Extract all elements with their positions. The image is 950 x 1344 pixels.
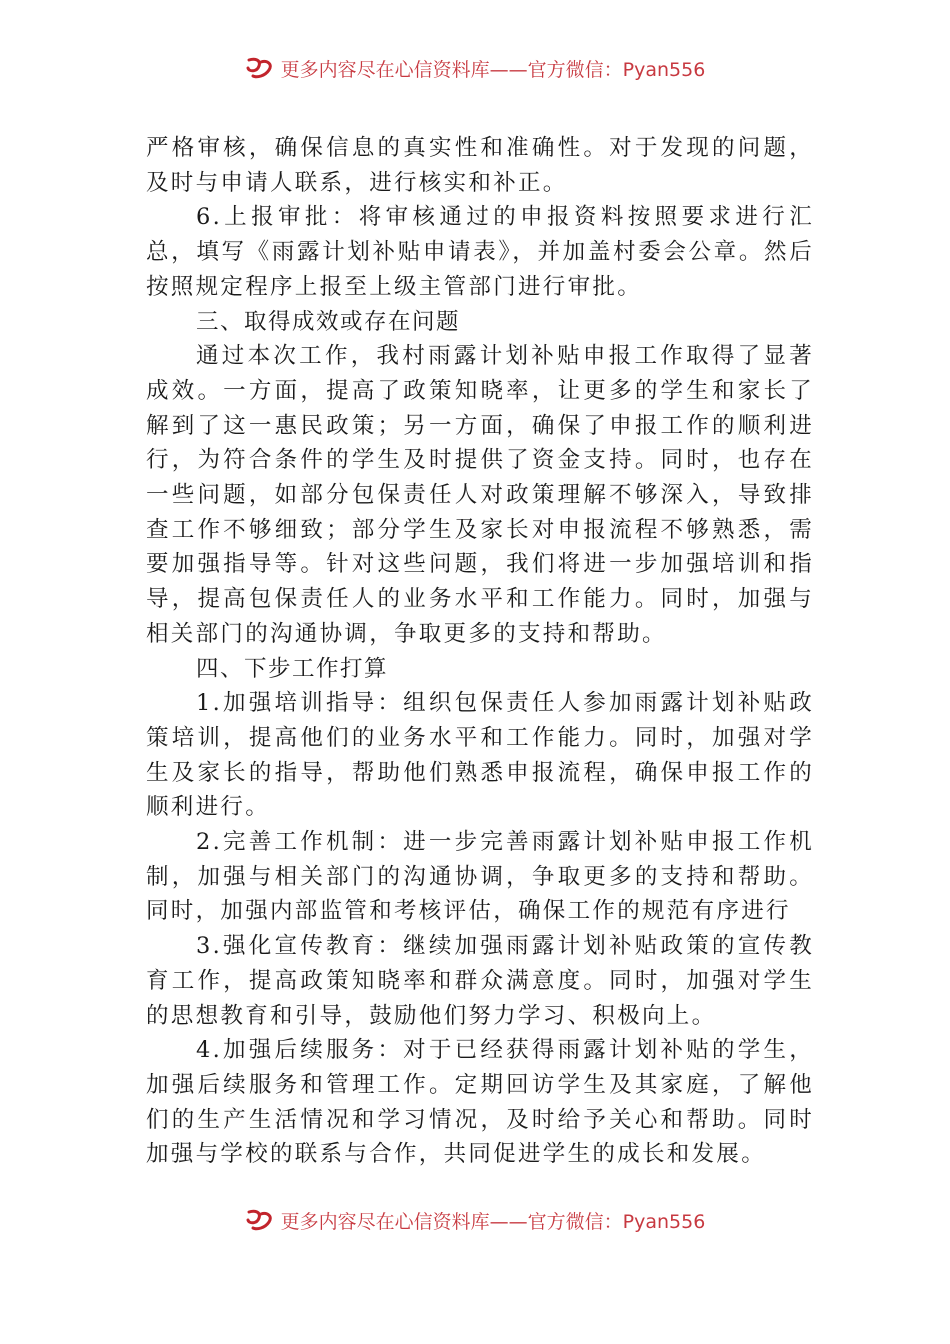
section-heading: 四、下步工作打算 xyxy=(196,655,389,682)
document-body xyxy=(146,131,814,1172)
body-paragraph: 2.完善工作机制：进一步完善雨露计划补贴申报工作机制，加强与相关部门的沟通协调，争取更多的支持和帮助。同时，加强内部监管和考核评估，确保工作的规范有序进行 xyxy=(146,829,814,925)
body-paragraph: 通过本次工作，我村雨露计划补贴申报工作取得了显著成效。一方面，提高了政策知晓率，让更多的学生和家长了解到了这一惠民政策；另一方面，确保了申报工作的顺利进行，为符合条件的学生及时提供了资金支持。同时，也存在一些问题，如部分包保责任人对政策理解不够深入，导致排查工作不够细致；部分学生及家长对申报流程不够熟悉，需要加强指导等。针对这些问题，我们将进一步加强培训和指导，提高包保责任人的业务水平和工作能力。同时，加强与相关部门的沟通协调，争取更多的支持和帮助。 xyxy=(146,343,814,647)
watermark-banner-bottom xyxy=(0,1202,950,1238)
watermark-text: 更多内容尽在心信资料库——官方微信：Pyan556 xyxy=(280,1210,706,1233)
body-paragraph: 1.加强培训指导：组织包保责任人参加雨露计划补贴政策培训，提高他们的业务水平和工作能力。同时，加强对学生及家长的指导，帮助他们熟悉申报流程，确保申报工作的顺利进行。 xyxy=(146,690,814,821)
body-paragraph: 6.上报审批：将审核通过的申报资料按照要求进行汇总，填写《雨露计划补贴申请表》，并加盖村委会公章。然后按照规定程序上报至上级主管部门进行审批。 xyxy=(146,204,814,300)
watermark-text: 更多内容尽在心信资料库——官方微信：Pyan556 xyxy=(280,58,706,81)
section-heading: 三、取得成效或存在问题 xyxy=(196,308,461,335)
body-paragraph: 严格审核，确保信息的真实性和准确性。对于发现的问题，及时与申请人联系，进行核实和补正。 xyxy=(146,135,814,196)
logo-icon xyxy=(245,1208,275,1232)
body-paragraph: 4.加强后续服务：对于已经获得雨露计划补贴的学生，加强后续服务和管理工作。定期回访学生及其家庭，了解他们的生产生活情况和学习情况，及时给予关心和帮助。同时加强与学校的联系与合作，共同促进学生的成长和发展。 xyxy=(146,1037,814,1168)
body-paragraph: 3.强化宣传教育：继续加强雨露计划补贴政策的宣传教育工作，提高政策知晓率和群众满意度。同时，加强对学生的思想教育和引导，鼓励他们努力学习、积极向上。 xyxy=(146,933,814,1029)
watermark-banner-top xyxy=(0,50,950,86)
logo-icon xyxy=(245,56,275,80)
